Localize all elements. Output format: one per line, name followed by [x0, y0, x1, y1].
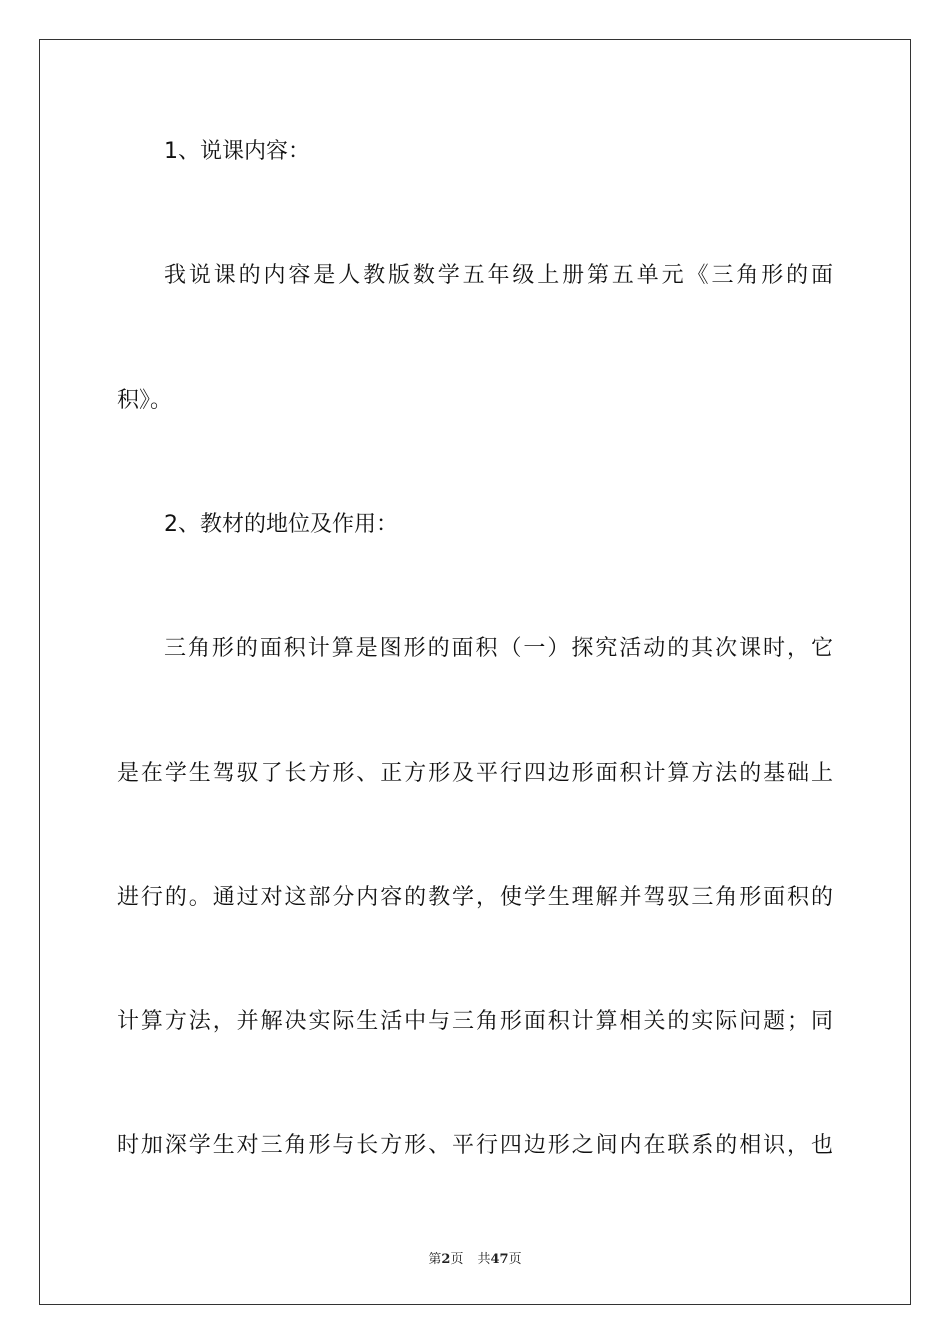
- page-number: 2: [441, 1252, 451, 1267]
- total-prefix: 共: [477, 1252, 491, 1267]
- page-frame: [39, 39, 911, 1305]
- paragraph-line: 进行的。通过对这部分内容的教学，使学生理解并驾驭三角形面积的: [117, 885, 833, 910]
- paragraph-line: 我说课的内容是人教版数学五年级上册第五单元《三角形的面: [164, 263, 833, 288]
- total-pages: 47: [490, 1252, 509, 1267]
- page-footer: [0, 1248, 950, 1267]
- page-prefix: 第: [428, 1252, 442, 1267]
- paragraph-line: 时加深学生对三角形与长方形、平行四边形之间内在联系的相识，也: [117, 1133, 833, 1158]
- heading-textbook-role: 2、教材的地位及作用：: [164, 512, 398, 537]
- paragraph-line: 积》。: [117, 388, 173, 413]
- heading-lesson-content: 1、说课内容：: [164, 139, 310, 164]
- paragraph-line: 三角形的面积计算是图形的面积（一）探究活动的其次课时，它: [164, 636, 833, 661]
- page-suffix: 页: [450, 1252, 464, 1267]
- total-suffix: 页: [508, 1252, 522, 1267]
- paragraph-line: 是在学生驾驭了长方形、正方形及平行四边形面积计算方法的基础上: [117, 761, 833, 786]
- paragraph-line: 计算方法，并解决实际生活中与三角形面积计算相关的实际问题；同: [117, 1009, 833, 1034]
